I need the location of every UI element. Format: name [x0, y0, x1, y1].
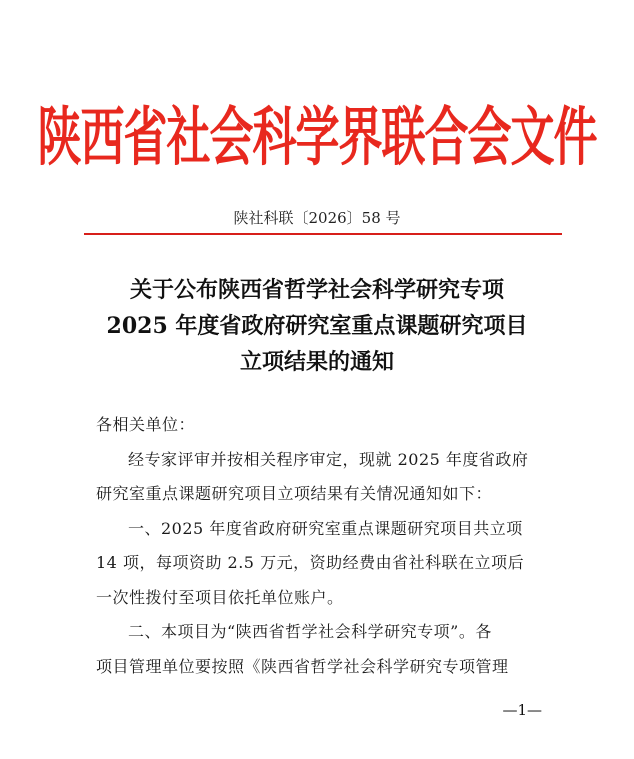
- body-line: 二、本项目为“陕西省哲学社会科学研究专项”。各: [128, 622, 492, 641]
- body-line: 一次性拨付至项目依托单位账户。: [96, 587, 344, 607]
- title-line-3: 立项结果的通知: [239, 349, 394, 375]
- title-line-1: 关于公布陕西省哲学社会科学研究专项: [129, 277, 504, 303]
- body-line: 14 项，每项资助 2.5 万元，资助经费由省社科联在立项后: [96, 553, 525, 572]
- page-number: —1—: [502, 701, 542, 719]
- issuer-masthead: 陕西省社会科学界联合会文件: [37, 101, 597, 175]
- title-line-2: 2025 年度省政府研究室重点课题研究项目: [106, 313, 528, 339]
- body-line: 一、2025 年度省政府研究室重点课题研究项目共立项: [128, 518, 523, 538]
- salutation: 各相关单位：: [96, 415, 196, 434]
- red-separator-line: [84, 233, 562, 235]
- body-line: 经专家评审并按相关程序审定，现就 2025 年度省政府: [128, 449, 529, 469]
- body-line: 项目管理单位要按照《陕西省哲学社会科学研究专项管理: [96, 656, 509, 676]
- body-line: 研究室重点课题研究项目立项结果有关情况通知如下：: [96, 484, 493, 503]
- notice-title: [0, 272, 634, 380]
- document-number: 陕社科联〔2026〕58 号: [233, 209, 401, 227]
- notice-body: [96, 408, 546, 684]
